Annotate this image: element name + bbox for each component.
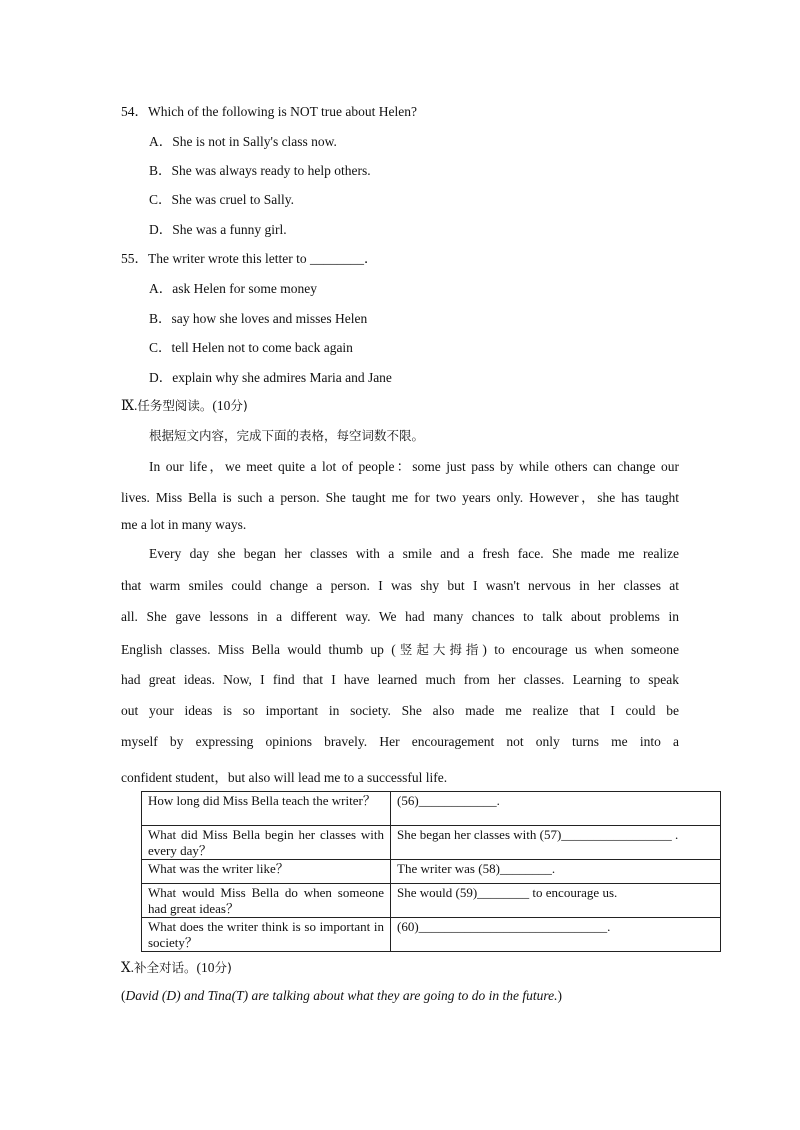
passage-line-4: Every day she began her classes with a smile and a fresh face. She made me realize	[149, 546, 679, 561]
table-row	[142, 792, 721, 826]
table-question-cell: What was the writer like？	[142, 860, 391, 884]
table-answer-cell[interactable]: The writer was (58)________.	[391, 860, 721, 884]
table-question-cell: What would Miss Bella do when someone had great ideas？	[142, 884, 391, 918]
passage-line-8: had great ideas. Now, I find that I have learned much from her classes. Learning to speak	[121, 672, 679, 687]
table-answer-cell[interactable]: (60)_____________________________.	[391, 918, 721, 952]
question-55-option-b: B．say how she loves and misses Helen	[149, 311, 368, 326]
question-55-option-a: A．ask Helen for some money	[149, 281, 317, 296]
section-9-number: Ⅸ.	[121, 398, 138, 413]
table-row	[142, 860, 721, 884]
section-9-title	[121, 396, 248, 414]
passage-line-3: me a lot in many ways.	[121, 517, 247, 532]
passage-line-9: out your ideas is so important in society. She also made me realize that I could be	[121, 703, 679, 718]
question-54-option-b: B．She was always ready to help others.	[149, 163, 371, 178]
section-10-title	[121, 958, 232, 976]
section-10-note-close: )	[557, 988, 562, 1003]
passage-line-7-start: English classes. Miss Bella would thumb up (	[121, 642, 396, 657]
section-9-score: (10	[212, 398, 231, 413]
section-10-note	[121, 988, 562, 1004]
passage-line-2: lives. Miss Bella is such a person. She taught me for two years only. However，she has taught	[121, 490, 679, 505]
question-54-option-c: C．She was cruel to Sally.	[149, 192, 294, 207]
section-9-name: 任务型阅读。	[137, 398, 213, 413]
section-10-note-text: David (D) and Tina(T) are talking about what they are going to do in the future.	[125, 988, 558, 1003]
task-table	[141, 791, 721, 952]
question-55-option-c: C．tell Helen not to come back again	[149, 340, 353, 355]
question-55-option-d: D．explain why she admires Maria and Jane	[149, 370, 392, 385]
passage-line-6: all. She gave lessons in a different way. We had many chances to talk about problems in	[121, 609, 679, 624]
section-10-score: (10	[196, 960, 215, 975]
passage-line-7	[121, 640, 679, 658]
passage-line-1: In our life，we meet quite a lot of people：some just pass by while others can change our	[149, 459, 679, 474]
table-answer-cell[interactable]: She began her classes with (57)_________________ .	[391, 826, 721, 860]
table-answer-cell[interactable]: (56)____________.	[391, 792, 721, 826]
table-question-cell: What does the writer think is so important in society？	[142, 918, 391, 952]
table-row	[142, 918, 721, 952]
section-10-number: Ⅹ.	[121, 960, 134, 975]
question-54-stem: 54．Which of the following is NOT true about Helen?	[121, 104, 417, 119]
section-9-score-unit: 分)	[230, 398, 248, 413]
question-55-stem: 55．The writer wrote this letter to ________．	[121, 251, 378, 266]
section-10-note-open: (	[121, 988, 126, 1003]
passage-line-11: confident student，but also will lead me to a successful life.	[121, 770, 448, 785]
passage-line-5: that warm smiles could change a person. I was shy but I wasn't nervous in her classes at	[121, 578, 679, 593]
table-row	[142, 826, 721, 860]
table-answer-cell[interactable]: She would (59)________ to encourage us.	[391, 884, 721, 918]
table-question-cell: How long did Miss Bella teach the writer？	[142, 792, 391, 826]
passage-line-10: myself by expressing opinions bravely. Her encouragement not only turns me into a	[121, 734, 679, 749]
section-10-score-unit: 分)	[214, 960, 232, 975]
table-question-cell: What did Miss Bella begin her classes with every day？	[142, 826, 391, 860]
section-9-instruction: 根据短文内容，完成下面的表格，每空词数不限。	[149, 428, 425, 443]
passage-line-7-gloss: 竖起大拇指	[395, 642, 483, 657]
passage-line-7-end: ) to encourage us when someone	[482, 642, 679, 657]
question-54-option-d: D．She was a funny girl.	[149, 222, 287, 237]
question-54-option-a: A．She is not in Sally's class now.	[149, 134, 337, 149]
table-row	[142, 884, 721, 918]
section-10-name: 补全对话。	[134, 960, 197, 975]
